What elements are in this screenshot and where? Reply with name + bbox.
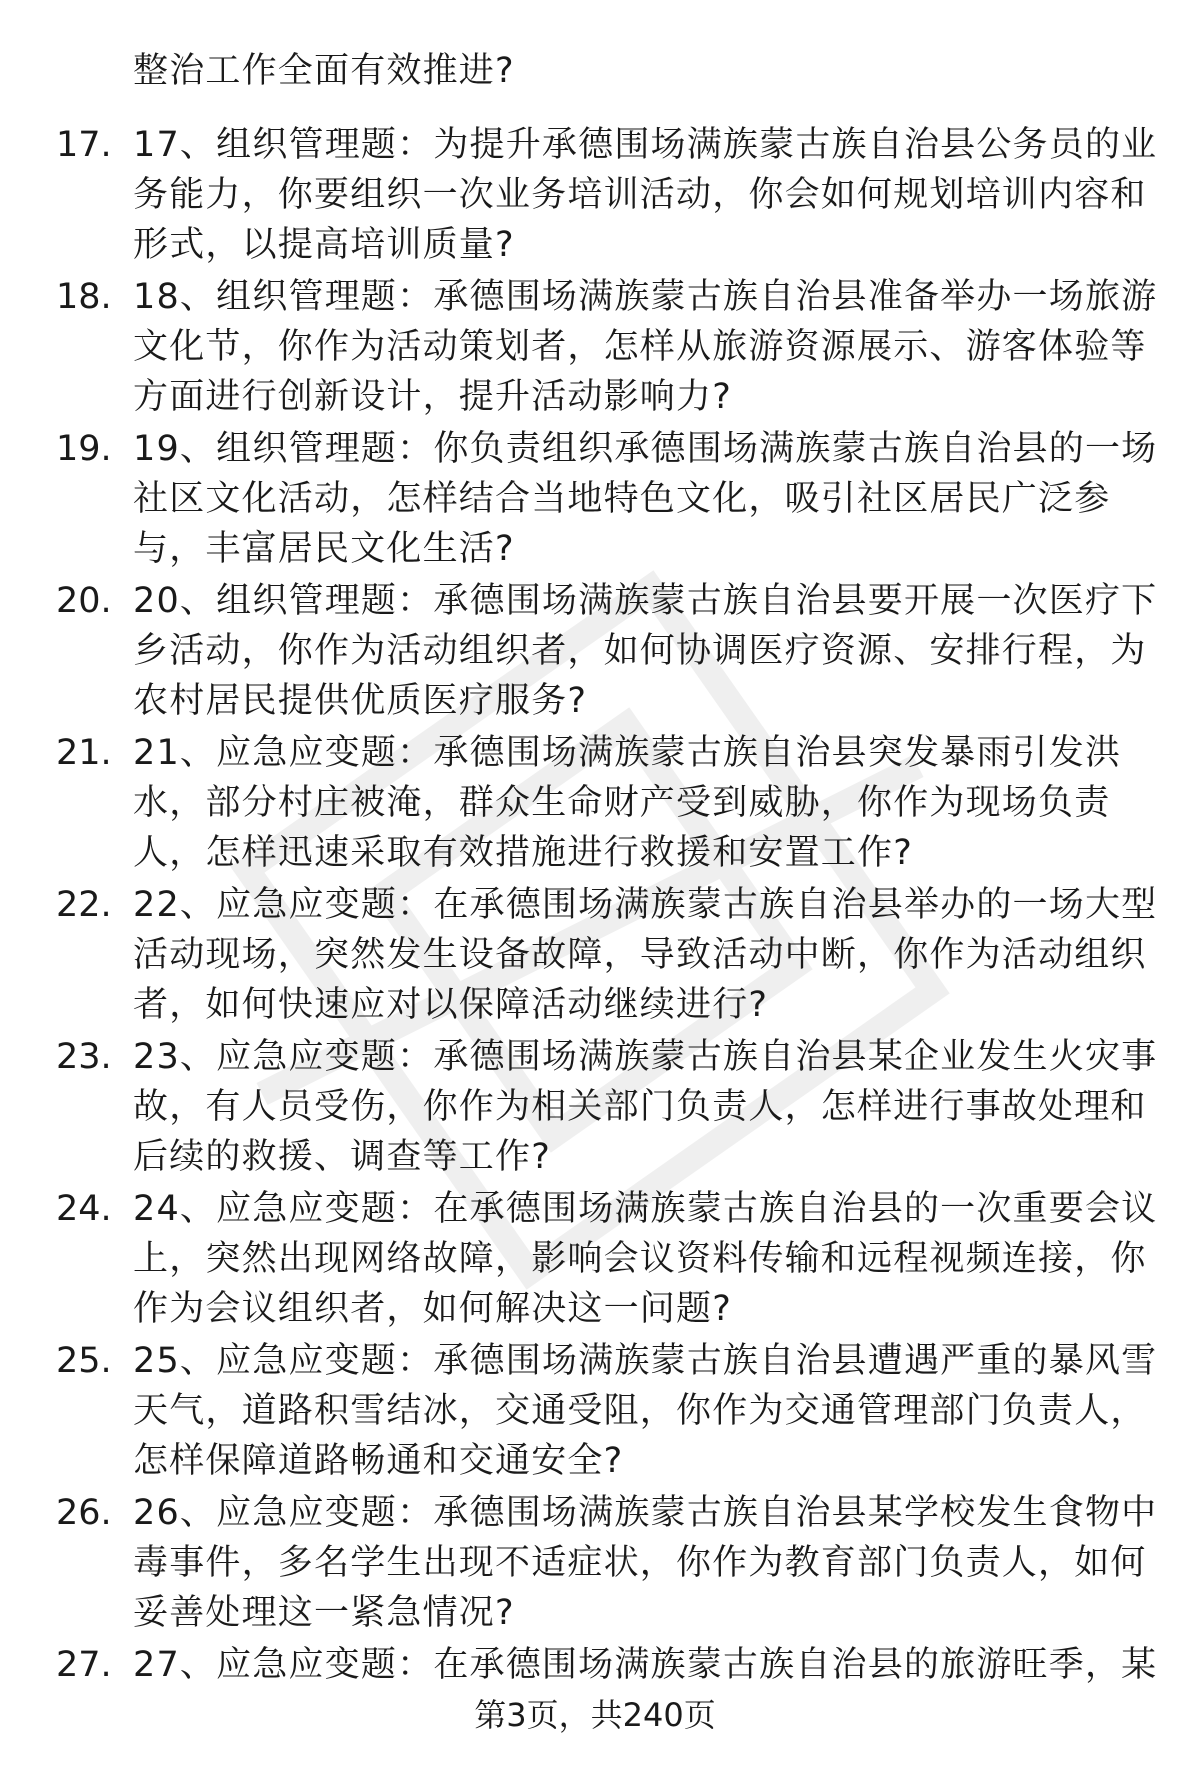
question-item [0,1032,1190,1184]
question-line: 妥善处理这一紧急情况? [133,1593,515,1633]
question-line: 乡活动，你作为活动组织者，如何协调医疗资源、安排行程，为 [133,631,1147,671]
question-item [0,272,1190,424]
question-line: 人，怎样迅速采取有效措施进行救援和安置工作? [133,833,913,873]
question-line: 25、应急应变题：承德围场满族蒙古族自治县遭遇严重的暴风雪 [133,1341,1158,1381]
question-item [0,576,1190,728]
question-number: 18. [56,277,112,317]
question-line: 19、组织管理题：你负责组织承德围场满族蒙古族自治县的一场 [133,429,1158,469]
question-text [133,424,1163,574]
question-item [0,424,1190,576]
question-line: 天气，道路积雪结冰，交通受阻，你作为交通管理部门负责人， [133,1391,1147,1431]
question-line: 务能力，你要组织一次业务培训活动，你会如何规划培训内容和 [133,175,1147,215]
question-line: 27、应急应变题：在承德围场满族蒙古族自治县的旅游旺季，某 [133,1645,1158,1685]
question-line: 20、组织管理题：承德围场满族蒙古族自治县要开展一次医疗下 [133,581,1158,621]
question-number: 17. [56,125,112,165]
question-line: 文化节，你作为活动策划者，怎样从旅游资源展示、游客体验等 [133,327,1147,367]
question-line: 后续的救援、调查等工作? [133,1137,551,1177]
question-number: 26. [56,1493,112,1533]
question-line: 17、组织管理题：为提升承德围场满族蒙古族自治县公务员的业 [133,125,1158,165]
question-item [0,1336,1190,1488]
question-line: 与，丰富居民文化生活? [133,529,515,569]
question-number: 27. [56,1645,112,1685]
question-line: 21、应急应变题：承德围场满族蒙古族自治县突发暴雨引发洪 [133,733,1122,773]
question-text [133,1640,1163,1690]
question-line: 怎样保障道路畅通和交通安全? [133,1441,624,1481]
page-footer: 第3页，共240页 [474,1696,716,1734]
question-item [0,728,1190,880]
question-line: 者，如何快速应对以保障活动继续进行? [133,985,769,1025]
continuation-text: 整治工作全面有效推进? [133,51,515,91]
question-item [0,120,1190,272]
question-line: 作为会议组织者，如何解决这一问题? [133,1289,732,1329]
question-text [133,1032,1163,1182]
question-number: 25. [56,1341,112,1381]
question-number: 21. [56,733,112,773]
question-line: 18、组织管理题：承德围场满族蒙古族自治县准备举办一场旅游 [133,277,1158,317]
question-text [133,1184,1163,1334]
question-item [0,1184,1190,1336]
question-number: 20. [56,581,112,621]
question-number: 19. [56,429,112,469]
question-line: 24、应急应变题：在承德围场满族蒙古族自治县的一次重要会议 [133,1189,1158,1229]
question-text [133,272,1163,422]
question-line: 故，有人员受伤，你作为相关部门负责人，怎样进行事故处理和 [133,1087,1147,1127]
question-number: 24. [56,1189,112,1229]
question-number: 22. [56,885,112,925]
question-text [133,880,1163,1030]
question-line: 水，部分村庄被淹，群众生命财产受到威胁，你作为现场负责 [133,783,1111,823]
question-number: 23. [56,1037,112,1077]
question-line: 活动现场，突然发生设备故障，导致活动中断，你作为活动组织 [133,935,1147,975]
question-item [0,1488,1190,1640]
question-item [0,880,1190,1032]
question-line: 23、应急应变题：承德围场满族蒙古族自治县某企业发生火灾事 [133,1037,1158,1077]
question-text [133,1336,1163,1486]
question-line: 农村居民提供优质医疗服务? [133,681,588,721]
question-text [133,1488,1163,1638]
question-line: 22、应急应变题：在承德围场满族蒙古族自治县举办的一场大型 [133,885,1158,925]
question-text [133,728,1163,878]
question-list [0,120,1190,1792]
question-text [133,576,1163,726]
question-line: 方面进行创新设计，提升活动影响力? [133,377,732,417]
question-text [133,120,1163,270]
question-line: 毒事件，多名学生出现不适症状，你作为教育部门负责人，如何 [133,1543,1147,1583]
question-line: 社区文化活动，怎样结合当地特色文化，吸引社区居民广泛参 [133,479,1111,519]
question-line: 上，突然出现网络故障，影响会议资料传输和远程视频连接，你 [133,1239,1147,1279]
question-line: 形式，以提高培训质量? [133,225,515,265]
question-line: 26、应急应变题：承德围场满族蒙古族自治县某学校发生食物中 [133,1493,1158,1533]
